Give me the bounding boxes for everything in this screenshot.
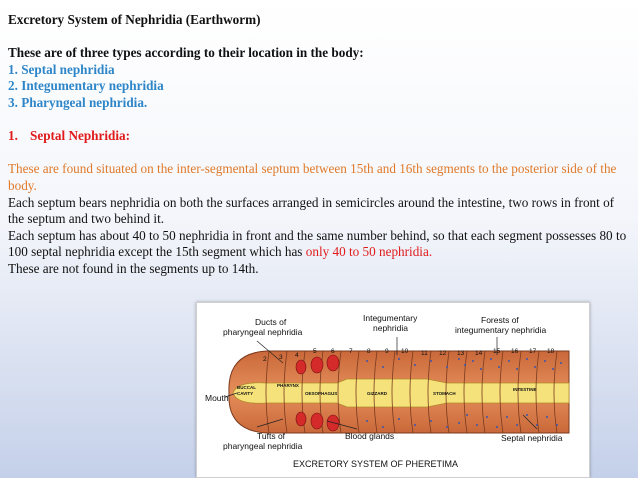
label-oesophagus: OESOPHAGUS [305,391,338,396]
intro-text: These are of three types according to their location in the body: [8,45,364,61]
paragraph-septum: Each septum bears nephridia on both the surfaces arranged in semicircles around the intestine, two rows in front of the septum and two behind it. [8,194,615,227]
label-tufts-1: Tufts of [257,431,286,441]
segment-number: 16 [511,348,519,355]
label-blood-glands: Blood glands [345,431,395,441]
label-ducts-1: Ducts of [255,317,287,327]
figure-caption: EXCRETORY SYSTEM OF PHERETIMA [293,459,459,469]
label-integumentary-2: nephridia [373,323,408,333]
section-heading [8,128,630,145]
paragraph-absence: These are not found in the segments up to 14th. [8,260,259,276]
slide-title: Excretory System of Nephridia (Earthworm) [8,12,261,27]
label-buccal-1: BUCCAL [237,385,256,390]
segment-number: 3 [279,354,283,361]
label-pharynx: PHARYNX [277,383,299,388]
type-item-2: 2. Integumentary nephridia [8,78,164,94]
type-item-3: 3. Pharyngeal nephridia. [8,94,148,110]
segment-number: 14 [475,350,483,357]
segment-number: 10 [401,348,409,355]
label-mouth: Mouth [205,393,229,403]
label-buccal-2: CAVITY [237,391,254,396]
segment-number: 5 [313,348,317,355]
label-forests-2: integumentary nephridia [455,325,547,335]
segment-number: 15 [493,348,501,355]
segment-number: 17 [529,348,537,355]
segment-number: 12 [439,350,447,357]
paragraph-count [8,228,630,261]
earthworm-diagram [196,302,590,478]
segment-number: 6 [331,348,335,355]
segment-number: 9 [385,348,389,355]
segment-number: 13 [457,350,465,357]
label-tufts-2: pharyngeal nephridia [223,441,303,451]
segment-number: 8 [367,348,371,355]
label-intestine: INTESTINE [513,387,537,392]
type-item-1: 1. Septal nephridia [8,61,115,77]
diagram-svg [197,303,589,477]
segment-number: 2 [263,356,267,363]
label-forests-1: Forests of [481,315,519,325]
label-gizzard: GIZZARD [367,391,387,396]
highlight-count: only 40 to 50 nephridia. [305,244,433,260]
paragraph-location: These are found situated on the inter-segmental septum between 15th and 16th segments to the posterior side of the body. [8,161,617,193]
segment-number: 18 [547,348,555,355]
segment-number: 7 [349,348,353,355]
label-integumentary-1: Integumentary [363,313,418,323]
segment-number: 11 [421,350,428,357]
section-heading-text: Septal Nephridia: [30,128,131,144]
segment-number: 4 [295,352,299,359]
slide-text [8,12,630,278]
label-ducts-2: pharyngeal nephridia [223,327,303,337]
section-number: 1. [8,128,18,144]
label-stomach: STOMACH [433,391,456,396]
label-septal-nephridia: Septal nephridia [501,433,563,443]
paragraph-count-text: Each septum has about 40 to 50 nephridia in front and the same number behind, so that each segment possesses 80 to 100 septal nephridia except the 15th segment which has [8,227,627,260]
